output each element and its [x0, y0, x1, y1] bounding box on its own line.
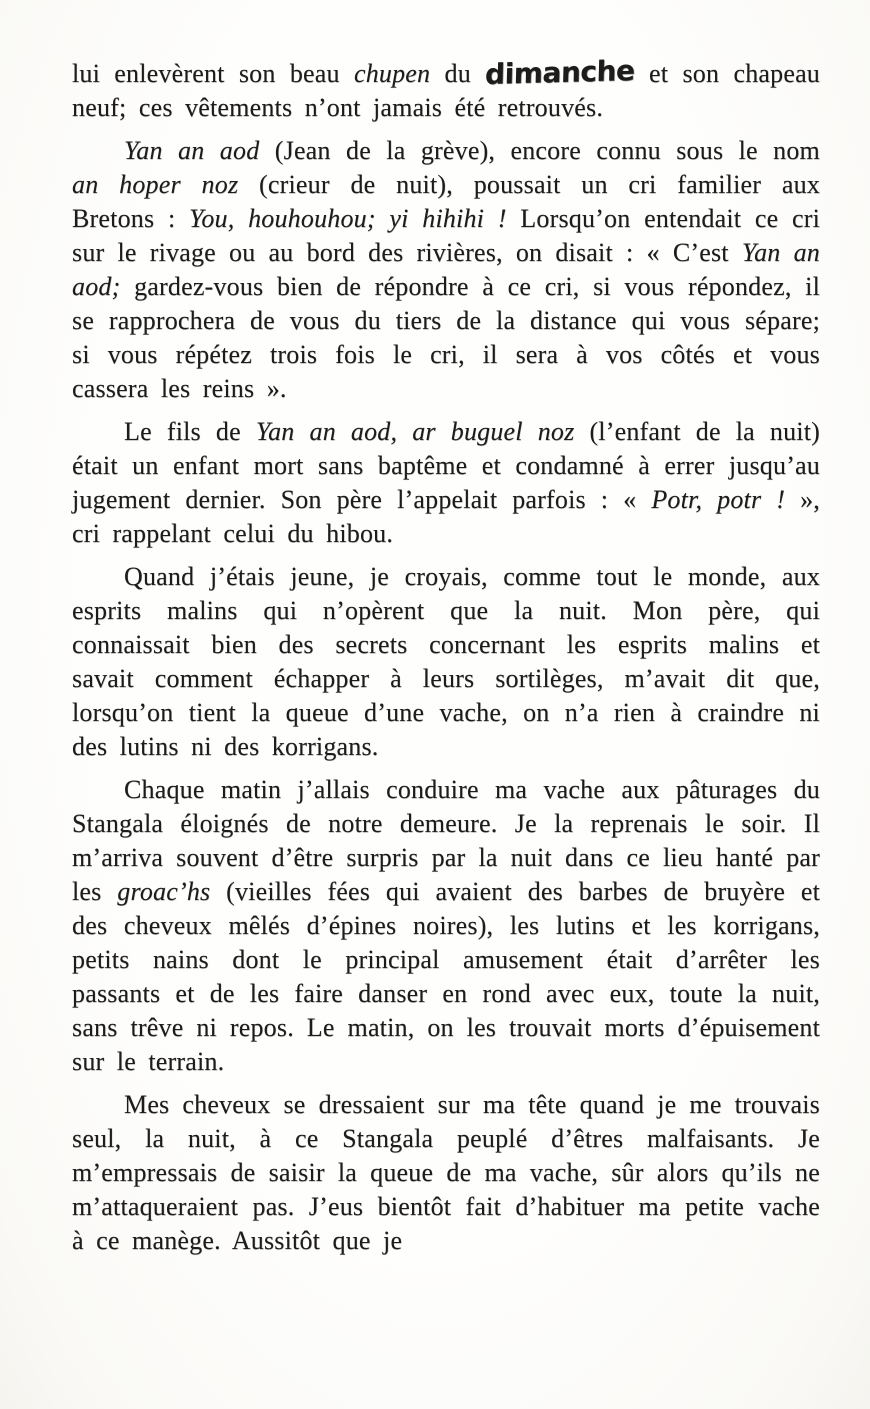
body-text: lui enlevèrent son beau: [72, 59, 354, 88]
body-text: », cri rappelant celui du hibou.: [72, 485, 820, 548]
body-text: (crieur de nuit), poussait un cri familier aux Bretons :: [72, 170, 820, 233]
body-text: et son chapeau neuf; ces vêtements n’ont jamais été retrouvés.: [72, 59, 821, 122]
body-text: (vieilles fées qui avaient des barbes de bruyère et des cheveux mêlés d’épines noires), les lutins et les korrigans, petits nains dont le principal amusement était d’arrêter les passants et de les faire danser en rond avec eux, toute la nuit, sans trêve ni repos. Le matin, on les trouvait morts d’épuisement sur le terrain.: [72, 877, 821, 1076]
paragraph: [72, 415, 820, 551]
body-text: Chaque matin j’allais conduire ma vache aux pâturages du Stangala éloignés de notre demeure. Je la reprenais le soir. Il m’arriva souvent d’être surpris par la nuit dans ce lieu hanté par les: [72, 775, 820, 906]
page-text: [72, 56, 820, 1258]
italic-text: Potr, potr !: [651, 485, 786, 514]
italic-text: Yan an aod: [124, 136, 260, 165]
body-text: Le fils de: [124, 417, 256, 446]
body-text: Lorsqu’on entendait ce cri sur le rivage ou au bord des rivières, on disait : « C’est: [72, 204, 821, 267]
body-text: gardez-vous bien de répondre à ce cri, si vous répondez, il se rapprochera de vous du tiers de la distance qui vous sépare; si vous répétez trois fois le cri, il sera à vos côtés et vous cassera les reins ».: [72, 272, 820, 403]
italic-text: Yan an aod, ar buguel noz: [255, 417, 575, 446]
body-text: du: [430, 59, 486, 88]
italic-text: groac’hs: [117, 877, 211, 906]
italic-text: an hoper noz: [72, 170, 239, 199]
italic-text: You, houhouhou; yi hihihi !: [189, 204, 507, 233]
body-text: Quand j’étais jeune, je croyais, comme tout le monde, aux esprits malins qui n’opèrent que la nuit. Mon père, qui connaissait bien des secrets concernant les esprits malins et savait comment échapper à leurs sortilèges, m’avait dit que, lorsqu’on tient la queue d’une vache, on n’a rien à craindre ni des lutins ni des korrigans.: [72, 562, 820, 761]
italic-text: chupen: [353, 59, 431, 88]
paragraph: [72, 773, 820, 1079]
italic-text: Yan an aod;: [72, 238, 820, 301]
body-text: Mes cheveux se dressaient sur ma tête quand je me trouvais seul, la nuit, à ce Stangala peuplé d’êtres malfaisants. Je m’empressais de saisir la queue de ma vache, sûr alors qu’ils ne m’attaqueraient pas. J’eus bientôt fait d’habituer ma petite vache à ce manège. Aussitôt que je: [72, 1090, 820, 1255]
paragraph: [72, 56, 820, 125]
body-text: (l’enfant de la nuit) était un enfant mort sans baptême et condamné à errer jusqu’au jugement dernier. Son père l’appelait parfois : «: [72, 417, 820, 514]
body-text: (Jean de la grève), encore connu sous le nom: [259, 136, 820, 165]
handwritten-word: dimanche: [484, 54, 636, 91]
paragraph: [72, 560, 820, 764]
paragraph: [72, 134, 820, 406]
paragraph: [72, 1088, 820, 1258]
